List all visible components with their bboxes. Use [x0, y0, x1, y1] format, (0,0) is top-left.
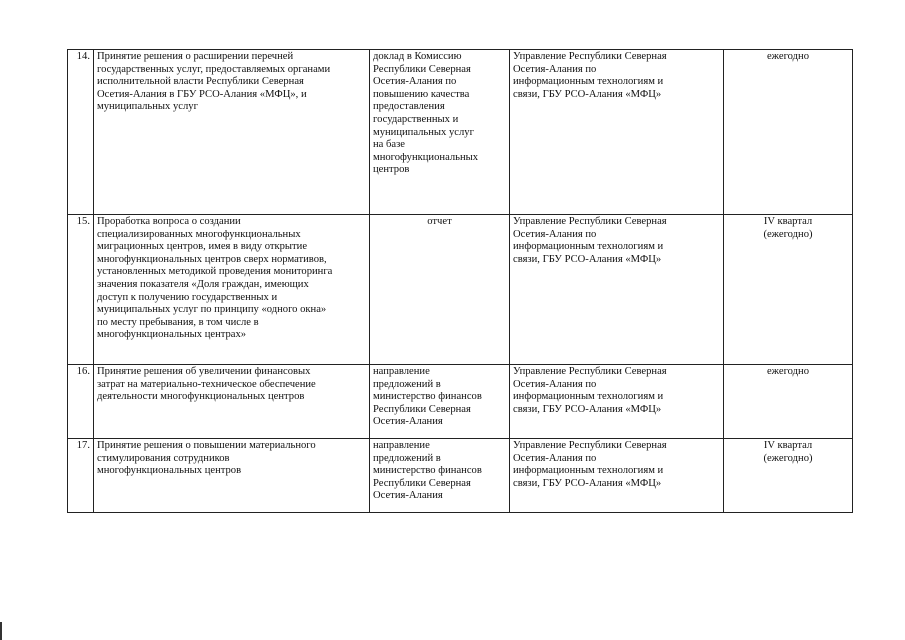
- action-text: Принятие решения о расширении перечней государственных услуг, предоставляемых органами исполнительной власти Республики Северная Осетия-Алания в ГБУ РСО-Алания «МФЦ», и муниципальных услуг: [97, 51, 331, 113]
- table-row: [68, 215, 853, 365]
- completion-form-text: направление предложений в министерство финансов Республики Северная Осетия-Алания: [373, 440, 482, 502]
- completion-form-text: отчет: [427, 216, 452, 227]
- period-text: ежегодно: [766, 51, 809, 62]
- executor-cell: [510, 215, 724, 365]
- row-number-cell: [68, 365, 94, 439]
- executor-text: Управление Республики Северная Осетия-Алания по информационным технологиям и связи, ГБУ РСО-Алания «МФЦ»: [513, 216, 667, 265]
- action-text: Принятие решения о повышении материального стимулирования сотрудников многофункциональных центров: [97, 440, 316, 477]
- row-number: 17.: [76, 440, 90, 451]
- completion-form-text: доклад в Комиссию Республики Северная Осетия-Алания по повышению качества предоставления государственных и муниципальных услуг на базе многофункциональных центров: [373, 51, 479, 176]
- period-cell: [724, 439, 853, 513]
- row-number: 15.: [76, 216, 90, 227]
- row-number-cell: [68, 215, 94, 365]
- form-cell: [370, 439, 510, 513]
- period-cell: [724, 50, 853, 215]
- period-text: IV квартал (ежегодно): [763, 216, 813, 240]
- period-text: IV квартал (ежегодно): [763, 440, 813, 464]
- form-cell: [370, 50, 510, 215]
- row-number: 14.: [76, 51, 90, 62]
- executor-cell: [510, 439, 724, 513]
- table-row: [68, 439, 853, 513]
- form-cell: [370, 215, 510, 365]
- table-row: [68, 50, 853, 215]
- action-cell: [94, 439, 370, 513]
- executor-text: Управление Республики Северная Осетия-Алания по информационным технологиям и связи, ГБУ РСО-Алания «МФЦ»: [513, 440, 667, 489]
- scan-edge-mark: [0, 622, 2, 640]
- period-text: ежегодно: [766, 366, 809, 377]
- action-text: Принятие решения об увеличении финансовых затрат на материально-техническое обеспечение деятельности многофункциональных центров: [97, 366, 316, 403]
- action-cell: [94, 365, 370, 439]
- period-cell: [724, 365, 853, 439]
- row-number-cell: [68, 50, 94, 215]
- executor-text: Управление Республики Северная Осетия-Алания по информационным технологиям и связи, ГБУ РСО-Алания «МФЦ»: [513, 51, 667, 100]
- action-cell: [94, 50, 370, 215]
- row-number-cell: [68, 439, 94, 513]
- executor-cell: [510, 50, 724, 215]
- table-row: [68, 365, 853, 439]
- row-number: 16.: [76, 366, 90, 377]
- action-text: Проработка вопроса о создании специализированных многофункциональных миграционных центров, имея в виду открытие многофункциональных центров сверх нормативов, установленных методикой проведения мониторинга значения показателя «Доля граждан, имеющих доступ к получению государственных и муниципальных услуг по принципу «одного окна» по месту пребывания, в том числе в многофункциональных центрах»: [97, 216, 333, 341]
- form-cell: [370, 365, 510, 439]
- executor-cell: [510, 365, 724, 439]
- period-cell: [724, 215, 853, 365]
- completion-form-text: направление предложений в министерство финансов Республики Северная Осетия-Алания: [373, 366, 482, 428]
- executor-text: Управление Республики Северная Осетия-Алания по информационным технологиям и связи, ГБУ РСО-Алания «МФЦ»: [513, 366, 667, 415]
- measures-table: [67, 49, 853, 513]
- action-cell: [94, 215, 370, 365]
